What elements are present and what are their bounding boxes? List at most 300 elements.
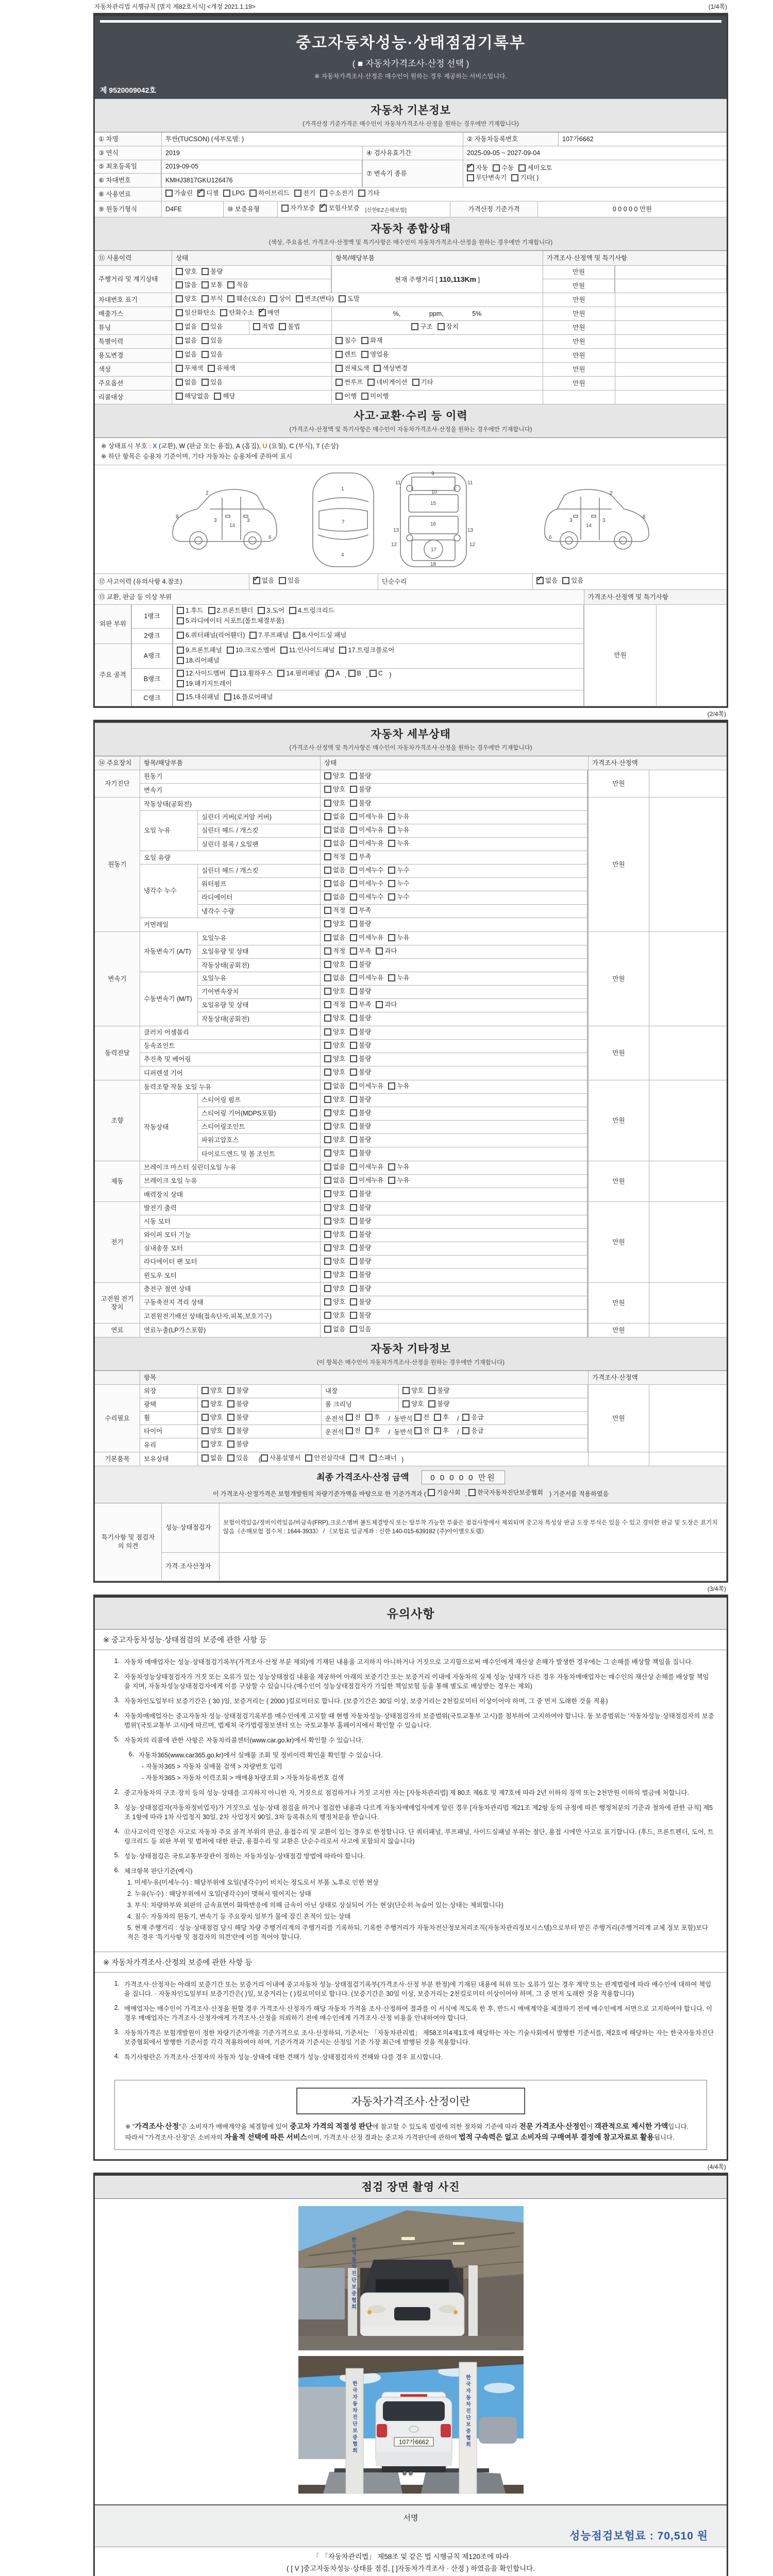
checkbox-icon[interactable] (324, 1204, 331, 1211)
checkbox-icon[interactable] (165, 190, 173, 197)
checkbox-label: A (335, 670, 340, 677)
item-label: 발전기 출력 (140, 1202, 321, 1215)
checkbox-label: 한국자동차진단보증협회 (477, 1489, 543, 1496)
checkbox-icon[interactable] (224, 693, 231, 701)
checkbox-icon[interactable] (350, 1136, 357, 1143)
checkbox-icon[interactable] (214, 393, 221, 400)
checkbox-icon[interactable] (367, 379, 375, 386)
checkbox-icon[interactable] (227, 1427, 234, 1434)
checkbox-icon[interactable] (324, 893, 331, 901)
checkbox-icon[interactable] (227, 1454, 234, 1462)
checkbox-icon[interactable] (388, 1163, 395, 1171)
checkbox-icon[interactable] (258, 607, 265, 614)
checkbox-option (324, 987, 345, 995)
checkbox-icon[interactable] (227, 1414, 234, 1421)
checkbox-icon[interactable] (324, 1244, 331, 1251)
checkbox-label: 누유 (397, 1163, 410, 1171)
checkbox-icon[interactable] (350, 1177, 357, 1184)
checkbox-option (388, 826, 409, 834)
table-row (95, 770, 727, 798)
checkbox-option (294, 189, 315, 197)
checkbox-icon[interactable] (350, 1258, 357, 1265)
checkbox-icon[interactable] (348, 670, 356, 677)
checkbox-icon[interactable] (335, 351, 343, 358)
checkbox-label: 수동 (501, 164, 514, 172)
checkbox-icon[interactable] (335, 393, 343, 400)
inspector-remarks: 보험이력있음/정비이력있음/비금속(FRP),크로스멤버 볼트체결방식 또는 탈부착 가능한 부품은 점검사항에서 제외되며 중고차 특성상 판금 도장 부식은 있을 수 있고 경미한 판금 및 도장은 표기치 않음《손해보험 접수처 : 1644-3933》 / 《보험료 입금계좌 : 신한 140-015-639182 (주)아이엠오토랩》 (223, 1519, 719, 1535)
checkbox-icon[interactable] (376, 1001, 383, 1008)
document-title-note: ※ 자동차가격조사·산정은 매수인이 원하는 경우 제공하는 서비스입니다. (314, 73, 507, 80)
state-options (321, 1296, 587, 1309)
checkbox-icon[interactable] (388, 867, 395, 874)
checkbox-icon[interactable] (176, 268, 183, 275)
item-label: 작동상태(공회전) (198, 959, 321, 972)
checkbox-icon[interactable] (428, 1489, 435, 1496)
checkbox-label: 후 (374, 1427, 380, 1434)
checkbox-icon[interactable] (438, 323, 445, 330)
checkbox-option (350, 826, 383, 834)
checkbox-icon[interactable] (324, 1217, 331, 1225)
cell (198, 932, 587, 972)
checkbox-icon[interactable] (177, 693, 184, 701)
cell (140, 1385, 588, 1398)
checkbox-option (350, 906, 371, 914)
checkbox-option (177, 631, 245, 639)
checkbox-icon[interactable] (201, 379, 209, 386)
note-cell (649, 1283, 727, 1323)
checkbox-icon[interactable] (350, 1001, 357, 1008)
cell-text: A랭크 (132, 644, 173, 669)
checkbox-icon[interactable] (350, 813, 357, 820)
checkbox-icon[interactable] (346, 1427, 353, 1434)
checkbox-icon[interactable] (201, 1440, 209, 1448)
checkbox-icon[interactable] (208, 365, 215, 372)
checkbox-label: 전 (354, 1427, 361, 1434)
checkbox-icon[interactable] (388, 893, 395, 901)
checkbox-icon[interactable] (208, 607, 215, 614)
checkbox-icon[interactable] (176, 309, 183, 316)
checkbox-icon[interactable] (324, 800, 331, 807)
checkbox-icon[interactable] (324, 786, 331, 793)
checkbox-icon[interactable] (388, 880, 395, 887)
document (93, 0, 728, 2576)
checkbox-icon[interactable] (280, 647, 288, 654)
checkbox-icon[interactable] (350, 1312, 357, 1319)
checkbox-icon[interactable] (324, 1069, 331, 1076)
checkbox-icon[interactable] (324, 934, 331, 941)
checkbox-icon[interactable] (296, 295, 303, 302)
checkbox-icon[interactable] (324, 1190, 331, 1197)
checkbox-icon[interactable] (467, 174, 474, 181)
checkbox-icon[interactable] (294, 190, 301, 197)
checkbox-icon[interactable] (324, 1231, 331, 1238)
checkbox-option (324, 920, 345, 928)
checkbox-icon[interactable] (324, 772, 331, 779)
checkbox-icon[interactable] (350, 840, 357, 847)
checkbox-icon[interactable] (197, 190, 205, 197)
checkbox-icon[interactable] (388, 974, 395, 981)
checkbox-icon[interactable] (230, 670, 238, 677)
checkbox-option (350, 893, 383, 901)
checkbox-icon[interactable] (388, 813, 395, 820)
checkbox-icon[interactable] (324, 1163, 331, 1171)
table-row (95, 377, 727, 391)
checkbox-icon[interactable] (536, 577, 544, 584)
checkbox-icon[interactable] (518, 164, 526, 172)
checkbox-option (324, 934, 345, 942)
checkbox-icon[interactable] (176, 379, 183, 386)
checkbox-icon[interactable] (350, 961, 357, 968)
checkbox-icon[interactable] (388, 1082, 395, 1090)
checkbox-icon[interactable] (350, 974, 357, 981)
cell (140, 798, 587, 810)
checkbox-icon[interactable] (468, 1489, 476, 1496)
checkbox-icon[interactable] (220, 309, 227, 316)
checkbox-icon[interactable] (350, 947, 357, 955)
checkbox-icon[interactable] (350, 800, 357, 807)
checkbox-option (197, 189, 219, 197)
checkbox-option (350, 1204, 371, 1212)
checkbox-label: 16.플로어패널 (232, 693, 273, 701)
checkbox-icon[interactable] (402, 1387, 410, 1394)
checkbox-icon[interactable] (201, 1400, 209, 1408)
checkbox-icon[interactable] (365, 1414, 373, 1421)
checkbox-icon[interactable] (176, 281, 183, 289)
checkbox-icon[interactable] (346, 1414, 353, 1421)
checkbox-icon[interactable] (350, 786, 357, 793)
checkbox-icon[interactable] (201, 1387, 209, 1394)
checkbox-label: 양호 (333, 1312, 346, 1319)
checkbox-label: 없음 (333, 812, 346, 820)
checkbox-icon[interactable] (270, 295, 277, 302)
checkbox-icon[interactable] (493, 164, 500, 172)
checkbox-option (324, 974, 345, 982)
checkbox-icon[interactable] (350, 772, 357, 779)
checkbox-icon[interactable] (361, 393, 368, 400)
cell (140, 1202, 587, 1215)
cell (95, 160, 162, 187)
checkbox-icon[interactable] (350, 1109, 357, 1116)
checkbox-icon[interactable] (324, 880, 331, 887)
checkbox-icon[interactable] (176, 351, 183, 358)
checkbox-icon[interactable] (414, 1414, 422, 1421)
checkbox-icon[interactable] (324, 1014, 331, 1022)
checkbox-icon[interactable] (350, 907, 357, 914)
checkbox-icon[interactable] (324, 826, 331, 834)
svg-text:3: 3 (602, 518, 606, 523)
state-options (321, 1229, 587, 1242)
checkbox-icon[interactable] (324, 840, 331, 847)
checkbox-icon[interactable] (388, 1177, 395, 1184)
checkbox-icon[interactable] (324, 920, 331, 927)
checkbox-icon[interactable] (201, 323, 209, 330)
cell-text: ⑥ 차대번호 (95, 174, 161, 187)
checkbox-icon[interactable] (177, 607, 184, 614)
checkbox-icon[interactable] (324, 1055, 331, 1062)
checkbox-icon[interactable] (201, 281, 209, 289)
checkbox-icon[interactable] (350, 1069, 357, 1076)
state-options (321, 891, 587, 904)
checkbox-option (335, 336, 357, 345)
checkbox-icon[interactable] (369, 1454, 377, 1462)
checkbox-icon[interactable] (462, 1427, 469, 1434)
checkbox-icon[interactable] (277, 670, 284, 677)
checkbox-icon[interactable] (365, 1427, 373, 1434)
checkbox-label: 18.리어패널 (186, 656, 220, 664)
checkbox-icon[interactable] (324, 1177, 331, 1184)
cell (615, 377, 727, 390)
checkbox-icon[interactable] (562, 577, 569, 584)
checkbox-icon[interactable] (361, 351, 368, 358)
cell (95, 605, 132, 706)
checkbox-option (324, 1136, 345, 1144)
checkbox-icon[interactable] (324, 1312, 331, 1319)
notice-item: 6. 자동차365(www.car365.go.kr)에서 실매물 조회 및 정비이력 확인을 확인할 수 있습니다. - 자동차365 > 자동차 실매물 검색 > 차량번호 입력 - 자동차365 > 자동차 이력조회 > 매매용차량조회 > 자동차등록번호 검색 (128, 1750, 383, 1782)
checkbox-icon[interactable] (201, 1427, 209, 1434)
cell (332, 321, 543, 334)
checkbox-option (350, 1055, 371, 1063)
notice-header (95, 1598, 727, 1630)
checkbox-icon[interactable] (324, 947, 331, 955)
cell-text: 기본품목 (95, 1452, 140, 1466)
checkbox-icon[interactable] (227, 1387, 234, 1394)
checkbox-icon[interactable] (350, 1028, 357, 1036)
checkbox-icon[interactable] (227, 295, 234, 302)
checkbox-icon[interactable] (434, 1414, 441, 1421)
checkbox-icon[interactable] (227, 1440, 234, 1448)
checkbox-icon[interactable] (350, 1454, 357, 1462)
checkbox-icon[interactable] (335, 379, 343, 386)
checkbox-icon[interactable] (176, 337, 183, 344)
checkbox-icon[interactable] (350, 1014, 357, 1022)
checkbox-label: 일산화탄소 (184, 309, 216, 317)
checkbox-icon[interactable] (324, 867, 331, 874)
cell (140, 851, 587, 864)
checkbox-icon[interactable] (350, 1163, 357, 1171)
checkbox-icon[interactable] (177, 632, 184, 639)
checkbox-label: 전 (354, 1413, 361, 1421)
checkbox-icon[interactable] (511, 174, 518, 181)
cell-text: 가격·조사산정자 (162, 1553, 220, 1581)
checkbox-icon[interactable] (324, 1149, 331, 1157)
checkbox-label: 양호 (210, 1427, 223, 1434)
checkbox-icon[interactable] (324, 1001, 331, 1008)
checkbox-icon[interactable] (177, 680, 184, 687)
checkbox-icon[interactable] (350, 880, 357, 887)
checkbox-icon[interactable] (350, 1285, 357, 1292)
checkbox-icon[interactable] (324, 1136, 331, 1143)
cell (140, 1026, 588, 1080)
checkbox-icon[interactable] (339, 295, 346, 302)
checkbox-icon[interactable] (350, 988, 357, 995)
checkbox-icon[interactable] (324, 1258, 331, 1265)
checkbox-icon[interactable] (350, 1326, 357, 1333)
checkbox-icon[interactable] (253, 577, 260, 584)
checkbox-icon[interactable] (279, 577, 286, 584)
checkbox-icon[interactable] (279, 323, 286, 330)
checkbox-icon[interactable] (201, 1454, 209, 1462)
checkbox-option (327, 669, 340, 677)
checkbox-icon[interactable] (227, 1400, 234, 1408)
checkbox-icon[interactable] (428, 1387, 435, 1394)
checkbox-icon[interactable] (253, 323, 260, 330)
checkbox-icon[interactable] (324, 1109, 331, 1116)
state-options (321, 959, 587, 972)
checkbox-icon[interactable] (201, 337, 209, 344)
pillar-text-left: 한국자동차진단보증협회 (351, 2380, 357, 2454)
checkbox-icon[interactable] (414, 1427, 422, 1434)
checkbox-icon[interactable] (324, 853, 331, 860)
checkbox-icon[interactable] (350, 1042, 357, 1049)
checkbox-icon[interactable] (350, 1298, 357, 1306)
checkbox-icon[interactable] (249, 190, 257, 197)
section-subtitle: (가격조사·산정액 및 특기사항은 매수인이 자동차가격조사·산정을 원하는 경우에만 기재합니다) (289, 427, 532, 433)
checkbox-icon[interactable] (201, 268, 209, 275)
checkbox-label: 불량 (359, 1217, 372, 1225)
checkbox-icon[interactable] (361, 337, 368, 344)
checkbox-icon[interactable] (462, 1414, 469, 1421)
checkbox-icon[interactable] (324, 1326, 331, 1333)
checkbox-option (402, 1400, 424, 1408)
final-price-row (95, 1470, 727, 1484)
checkbox-icon[interactable] (350, 893, 357, 901)
checkbox-icon[interactable] (350, 1123, 357, 1130)
checkbox-icon[interactable] (358, 190, 365, 197)
state-options (321, 1256, 587, 1268)
checkbox-icon[interactable] (350, 1149, 357, 1157)
checkbox-icon[interactable] (324, 907, 331, 914)
checkbox-option (320, 204, 359, 212)
checkbox-icon[interactable] (339, 647, 346, 654)
checkbox-label: 불량 (359, 1271, 372, 1279)
checkbox-icon[interactable] (320, 190, 327, 197)
checkbox-icon[interactable] (324, 1082, 331, 1090)
checkbox-icon[interactable] (350, 1204, 357, 1211)
checkbox-icon[interactable] (388, 826, 395, 834)
checkbox-icon[interactable] (350, 1244, 357, 1251)
checkbox-icon[interactable] (350, 867, 357, 874)
checkbox-icon[interactable] (369, 670, 377, 677)
checkbox-icon[interactable] (227, 281, 234, 289)
checkbox-icon[interactable] (350, 934, 357, 941)
checkbox-option (346, 1413, 361, 1421)
checkbox-icon[interactable] (335, 337, 343, 344)
checkbox-icon[interactable] (324, 813, 331, 820)
checkbox-icon[interactable] (281, 205, 289, 212)
checkbox-icon[interactable] (324, 1123, 331, 1130)
checkbox-option (468, 1488, 543, 1497)
checkbox-icon[interactable] (176, 323, 183, 330)
checkbox-icon[interactable] (388, 934, 395, 941)
checkbox-icon[interactable] (177, 657, 184, 664)
checkbox-icon[interactable] (350, 853, 357, 860)
checkbox-option (165, 189, 193, 197)
cell-text: 0 0 0 0 0 만원 (612, 205, 652, 213)
checkbox-icon[interactable] (201, 295, 209, 302)
svg-text:11: 11 (467, 480, 473, 486)
checkbox-icon[interactable] (305, 1454, 312, 1462)
checkbox-label: 불량 (236, 1440, 249, 1448)
checkbox-icon[interactable] (324, 1285, 331, 1292)
checkbox-option (249, 189, 289, 197)
checkbox-icon[interactable] (324, 1028, 331, 1036)
checkbox-icon[interactable] (350, 1096, 357, 1103)
cell (649, 1385, 727, 1452)
cell (198, 959, 587, 972)
checkbox-icon[interactable] (376, 947, 383, 955)
checkbox-label: 전 (423, 1427, 430, 1434)
checkbox-icon[interactable] (261, 1454, 268, 1462)
checkbox-icon[interactable] (350, 826, 357, 834)
checkbox-icon[interactable] (324, 961, 331, 968)
checkbox-option (176, 323, 197, 331)
checkbox-icon[interactable] (176, 393, 183, 400)
checkbox-icon[interactable] (177, 647, 184, 654)
checkbox-icon[interactable] (467, 164, 474, 172)
checkbox-icon[interactable] (176, 365, 183, 372)
checkbox-option (361, 392, 389, 400)
checkbox-icon[interactable] (350, 1217, 357, 1225)
checkbox-option (350, 1176, 383, 1184)
checkbox-icon[interactable] (350, 1271, 357, 1278)
checkbox-option (388, 974, 409, 982)
checkbox-icon[interactable] (428, 1400, 435, 1408)
svg-text:3: 3 (247, 518, 250, 523)
checkbox-label: 적정 (333, 907, 346, 914)
checkbox-icon[interactable] (412, 379, 419, 386)
checkbox-icon[interactable] (324, 988, 331, 995)
cell (140, 798, 589, 931)
checkbox-icon[interactable] (411, 323, 418, 330)
checkbox-icon[interactable] (327, 670, 334, 677)
checkbox-icon[interactable] (350, 1231, 357, 1238)
svg-text:17: 17 (431, 547, 437, 553)
notice-item: 4. 특기사항란은 가격조사·산정자의 자동차 성능·상태에 대한 견해가 성능·상태점검자의 견해와 다를 경우 표시합니다. (114, 2052, 443, 2061)
checkbox-icon[interactable] (201, 351, 209, 358)
checkbox-icon[interactable] (350, 1055, 357, 1062)
checkbox-icon[interactable] (320, 205, 327, 212)
checkbox-icon[interactable] (249, 632, 257, 639)
checkbox-icon[interactable] (201, 1414, 209, 1421)
checkbox-icon[interactable] (176, 295, 183, 302)
cell-text: 만원 (543, 335, 615, 348)
checkbox-icon[interactable] (227, 647, 234, 654)
checkbox-icon[interactable] (402, 1400, 410, 1408)
checkbox-icon[interactable] (350, 1190, 357, 1197)
checkbox-icon[interactable] (350, 1082, 357, 1090)
state-options (321, 770, 587, 783)
checkbox-icon[interactable] (374, 365, 381, 372)
checkbox-icon[interactable] (388, 840, 395, 847)
checkbox-icon[interactable] (324, 1096, 331, 1103)
checkbox-icon[interactable] (289, 607, 296, 614)
checkbox-icon[interactable] (324, 974, 331, 981)
checkbox-icon[interactable] (324, 1298, 331, 1306)
checkbox-label: 불량 (359, 1244, 372, 1251)
checkbox-icon[interactable] (434, 1427, 441, 1434)
checkbox-icon[interactable] (335, 365, 343, 372)
checkbox-icon[interactable] (259, 309, 266, 316)
checkbox-icon[interactable] (350, 920, 357, 927)
checkbox-icon[interactable] (293, 632, 300, 639)
checkbox-icon[interactable] (177, 617, 184, 624)
checkbox-option (279, 323, 300, 331)
checkbox-icon[interactable] (324, 1042, 331, 1049)
checkbox-icon[interactable] (324, 1271, 331, 1278)
checkbox-icon[interactable] (223, 190, 230, 197)
checkbox-icon[interactable] (177, 670, 184, 677)
photos-header (95, 2176, 727, 2199)
